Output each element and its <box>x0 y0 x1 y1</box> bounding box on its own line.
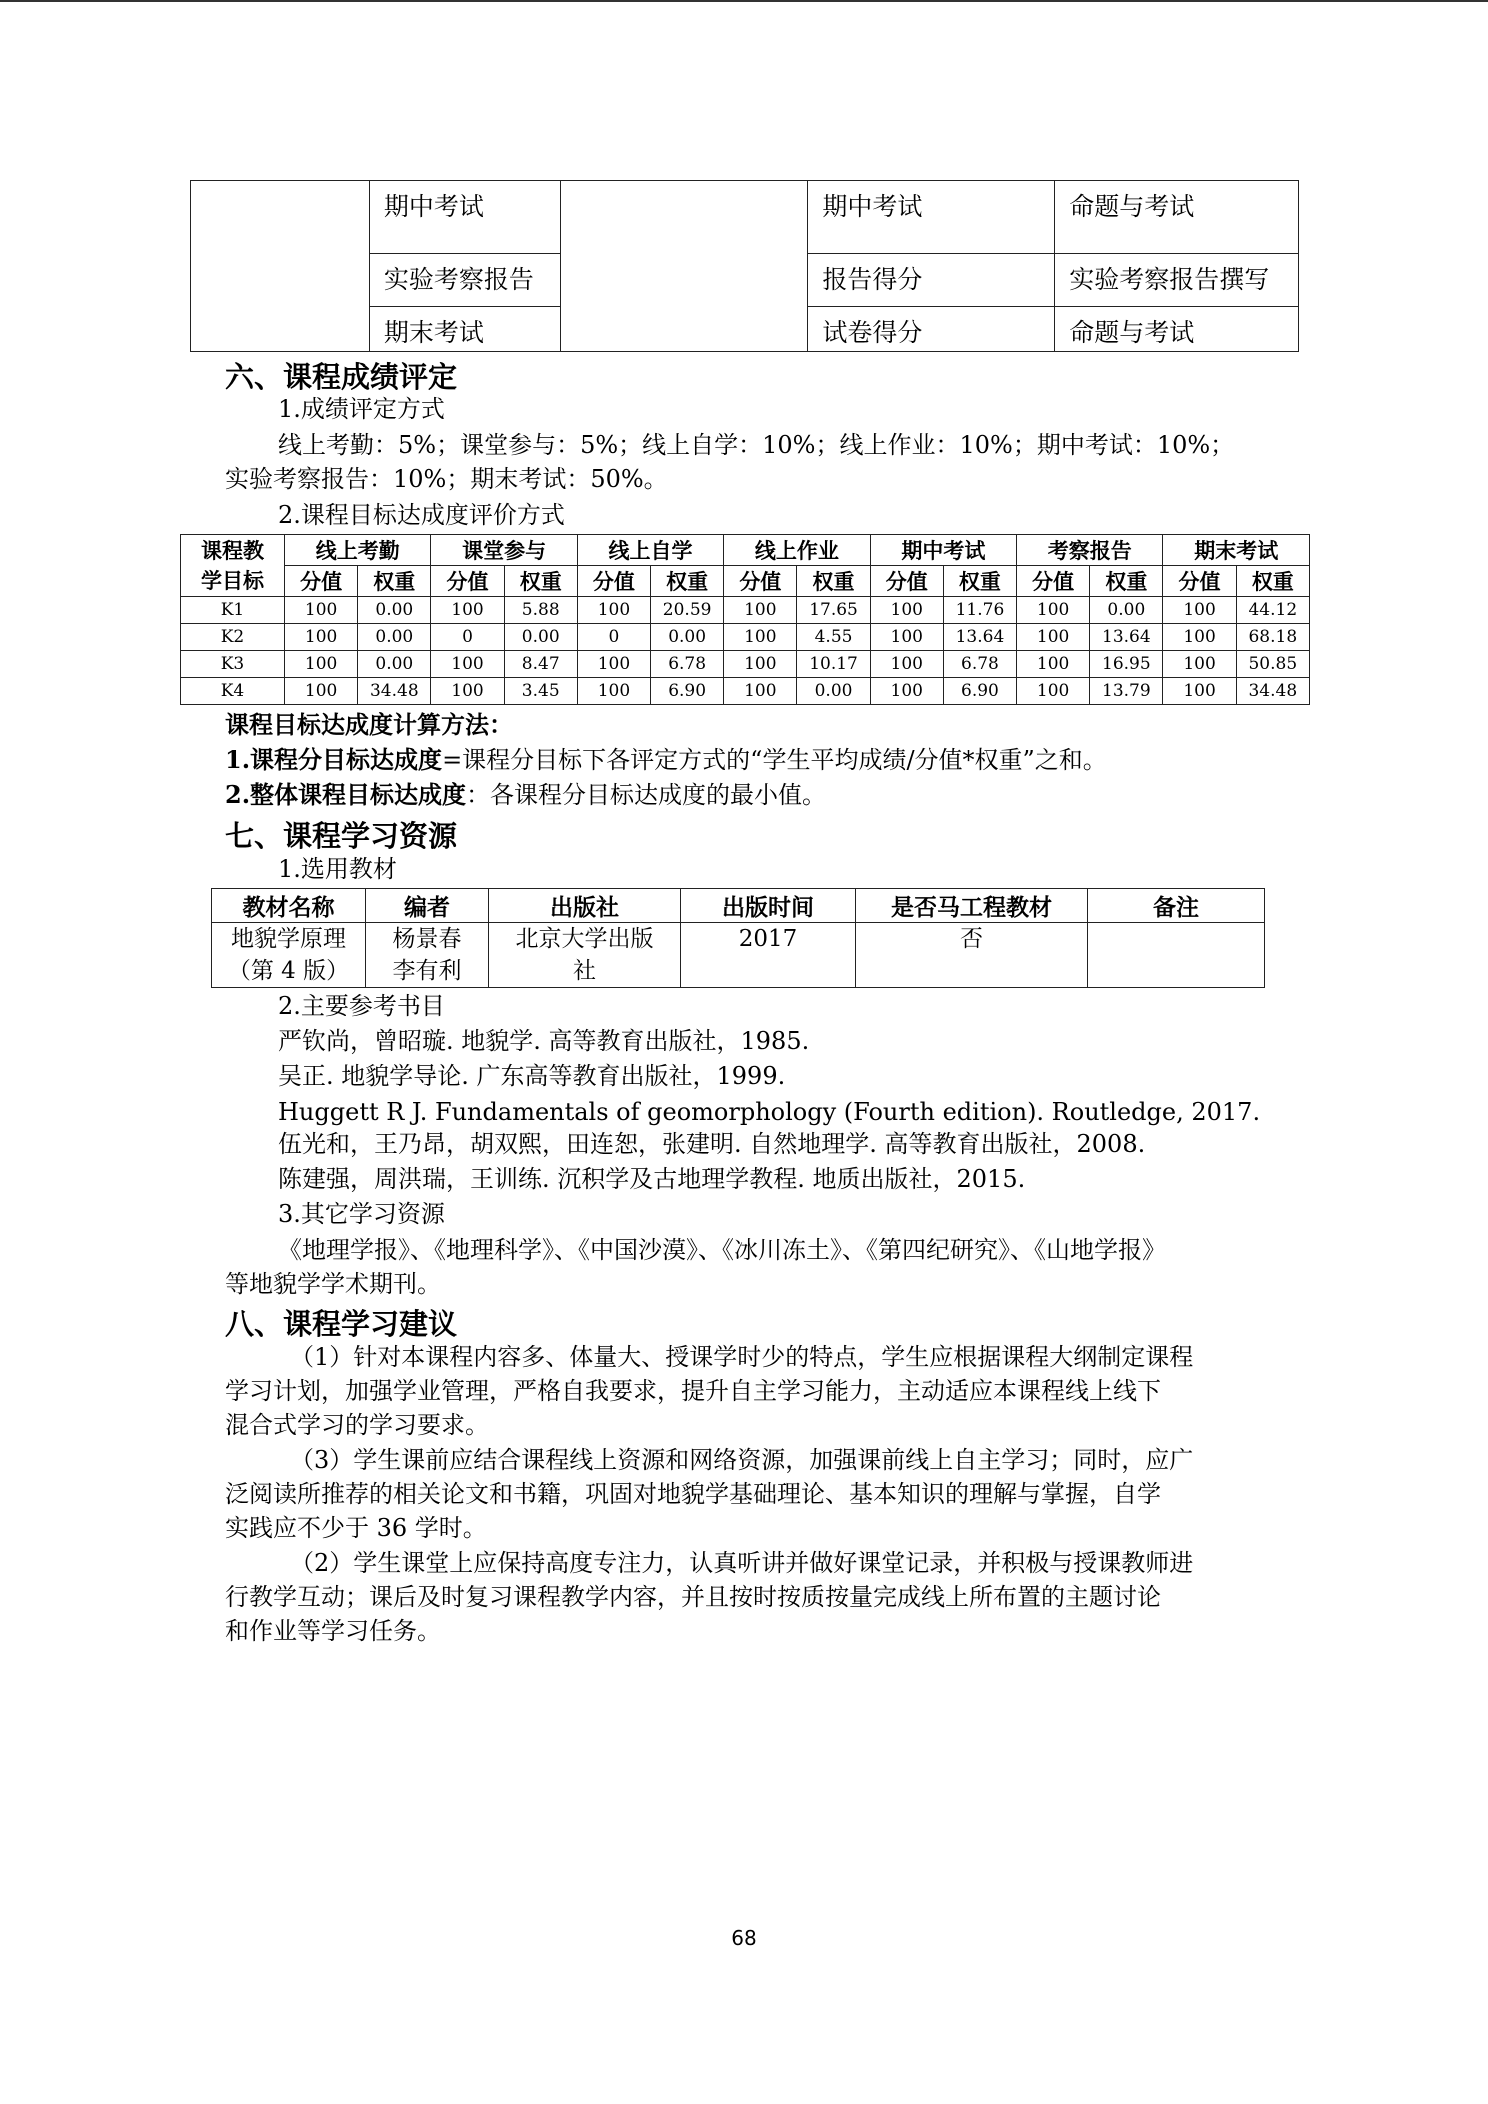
table-cell: 0.00 <box>358 651 431 678</box>
objective-evaluation-table <box>180 534 1310 705</box>
table-row <box>181 624 1310 651</box>
corner-header-line1: 课程教 <box>201 537 264 563</box>
table-row <box>212 923 1265 988</box>
table-cell: 13.64 <box>1090 624 1163 651</box>
advice-paragraph-2: 泛阅读所推荐的相关论文和书籍，巩固对地貌学基础理论、基本知识的理解与掌握，自学 <box>225 1480 1161 1508</box>
calc-method-2-text: ：各课程分目标达成度的最小值。 <box>466 781 827 809</box>
sub-header: 权重 <box>797 566 870 597</box>
sub-header: 权重 <box>1090 566 1163 597</box>
table-cell: 命题与考试 <box>1055 307 1299 352</box>
textbook-header: 教材名称 <box>212 889 366 923</box>
table-cell: 100 <box>285 651 358 678</box>
table-cell: 13.64 <box>943 624 1016 651</box>
table-cell: 100 <box>577 597 650 624</box>
table-cell: 10.17 <box>797 651 870 678</box>
assessment-continuation-table <box>190 180 1299 352</box>
table-cell: 100 <box>724 597 797 624</box>
corner-header-line2: 学目标 <box>201 567 264 593</box>
table-cell: 100 <box>1163 651 1236 678</box>
table-row <box>181 651 1310 678</box>
table-cell: 68.18 <box>1236 624 1309 651</box>
other-resources-line-1: 《地理学报》、《地理科学》、《中国沙漠》、《冰川冻土》、《第四纪研究》、《山地学报》 <box>278 1236 1166 1264</box>
table-cell: 0.00 <box>358 597 431 624</box>
table-cell: 100 <box>1163 597 1236 624</box>
grading-line-2: 实验考察报告：10%；期末考试：50%。 <box>225 465 668 493</box>
objective-label: K1 <box>181 597 285 624</box>
sub-header: 分值 <box>431 566 504 597</box>
table-cell: 6.90 <box>651 678 724 705</box>
table-cell: 0.00 <box>651 624 724 651</box>
sub-header: 权重 <box>504 566 577 597</box>
table-cell: 17.65 <box>797 597 870 624</box>
table-cell: 实验考察报告撰写 <box>1055 254 1299 307</box>
calc-method-1-term: 1.课程分目标达成度 <box>225 745 443 774</box>
sub-header: 分值 <box>724 566 797 597</box>
table-cell: 44.12 <box>1236 597 1309 624</box>
textbook-mage: 否 <box>856 923 1088 988</box>
table-cell <box>191 181 370 352</box>
table-cell: 100 <box>870 624 943 651</box>
table-cell: 100 <box>724 678 797 705</box>
table-cell: 16.95 <box>1090 651 1163 678</box>
page-number: 68 <box>731 1926 757 1950</box>
table-cell: 100 <box>870 678 943 705</box>
section-7-sub3: 3.其它学习资源 <box>278 1200 445 1228</box>
table-cell: 0 <box>431 624 504 651</box>
sub-header: 权重 <box>358 566 431 597</box>
table-cell: 100 <box>870 651 943 678</box>
table-cell: 6.78 <box>943 651 1016 678</box>
table-cell: 3.45 <box>504 678 577 705</box>
calc-method-title: 课程目标达成度计算方法： <box>225 710 513 739</box>
table-cell: 试卷得分 <box>808 307 1055 352</box>
table-cell: 34.48 <box>1236 678 1309 705</box>
table-row <box>181 597 1310 624</box>
textbook-year: 2017 <box>681 923 856 988</box>
table-cell: 实验考察报告 <box>369 254 560 307</box>
page-top-border <box>0 0 1488 2</box>
advice-paragraph-3: （2）学生课堂上应保持高度专注力，认真听讲并做好课堂记录，并积极与授课教师进 <box>290 1549 1194 1577</box>
table-cell: 100 <box>431 597 504 624</box>
other-resources-line-2: 等地貌学学术期刊。 <box>225 1270 441 1298</box>
table-cell: 命题与考试 <box>1055 181 1299 254</box>
sub-header: 分值 <box>577 566 650 597</box>
table-cell: 8.47 <box>504 651 577 678</box>
textbook-editor: 李有利 <box>392 958 462 984</box>
group-header: 线上考勤 <box>285 535 431 566</box>
calc-method-2 <box>225 777 826 813</box>
table-cell: 50.85 <box>1236 651 1309 678</box>
table-cell: 100 <box>577 651 650 678</box>
reference-item: Huggett R J. Fundamentals of geomorphology (Fourth edition). Routledge, 2017. <box>278 1098 1261 1126</box>
table-cell: 6.78 <box>651 651 724 678</box>
table-cell: 13.79 <box>1090 678 1163 705</box>
section-7-sub2: 2.主要参考书目 <box>278 992 445 1020</box>
table-cell: 100 <box>1017 651 1090 678</box>
sub-header: 权重 <box>943 566 1016 597</box>
table-cell: 0.00 <box>1090 597 1163 624</box>
textbook-publisher: 北京大学出版 <box>515 926 654 952</box>
table-cell: 100 <box>1017 597 1090 624</box>
table-cell: 20.59 <box>651 597 724 624</box>
table-cell: 100 <box>285 678 358 705</box>
reference-item: 吴正. 地貌学导论. 广东高等教育出版社，1999. <box>278 1062 786 1090</box>
section-7-heading: 七、课程学习资源 <box>225 819 458 853</box>
table-cell: 100 <box>1163 678 1236 705</box>
group-header: 期末考试 <box>1163 535 1310 566</box>
advice-paragraph-1: 混合式学习的学习要求。 <box>225 1411 489 1439</box>
grading-line-1: 线上考勤：5%；课堂参与：5%；线上自学：10%；线上作业：10%；期中考试：10%； <box>278 431 1235 459</box>
textbook-header: 出版社 <box>489 889 681 923</box>
table-cell: 5.88 <box>504 597 577 624</box>
section-8-heading: 八、课程学习建议 <box>225 1307 458 1341</box>
table-cell: 100 <box>577 678 650 705</box>
textbook-publisher-cell <box>489 923 681 988</box>
advice-paragraph-1: （1）针对本课程内容多、体量大、授课学时少的特点，学生应根据课程大纲制定课程 <box>290 1343 1194 1371</box>
table-cell: 100 <box>431 651 504 678</box>
textbook-note <box>1088 923 1265 988</box>
sub-header: 分值 <box>285 566 358 597</box>
table-cell: 4.55 <box>797 624 870 651</box>
sub-header: 权重 <box>1236 566 1309 597</box>
table-cell: 100 <box>1017 624 1090 651</box>
table-row <box>181 678 1310 705</box>
group-header: 期中考试 <box>870 535 1016 566</box>
textbook-header: 备注 <box>1088 889 1265 923</box>
textbook-header: 编者 <box>366 889 489 923</box>
objective-label: K4 <box>181 678 285 705</box>
calc-method-1 <box>225 742 1107 778</box>
reference-item: 伍光和，王乃昂，胡双熙，田连恕，张建明. 自然地理学. 高等教育出版社，2008. <box>278 1130 1146 1158</box>
textbook-name: 地貌学原理 <box>231 926 346 952</box>
table-cell: 6.90 <box>943 678 1016 705</box>
reference-item: 严钦尚，曾昭璇. 地貌学. 高等教育出版社，1985. <box>278 1027 810 1055</box>
table-cell: 0.00 <box>504 624 577 651</box>
objective-label: K2 <box>181 624 285 651</box>
sub-header: 分值 <box>1017 566 1090 597</box>
group-header: 线上作业 <box>724 535 870 566</box>
textbook-header: 出版时间 <box>681 889 856 923</box>
textbook-editor-cell <box>366 923 489 988</box>
objective-label: K3 <box>181 651 285 678</box>
table-cell: 0.00 <box>358 624 431 651</box>
textbook-publisher: 社 <box>573 958 596 984</box>
table-cell <box>560 181 808 352</box>
section-6-heading: 六、课程成绩评定 <box>225 360 458 394</box>
corner-header <box>181 535 285 597</box>
textbook-name-cell <box>212 923 366 988</box>
table-cell: 100 <box>724 651 797 678</box>
table-cell: 100 <box>1017 678 1090 705</box>
table-cell: 期末考试 <box>369 307 560 352</box>
textbook-edition: （第 4 版） <box>227 958 350 984</box>
textbook-header: 是否马工程教材 <box>856 889 1088 923</box>
calc-method-1-text: =课程分目标下各评定方式的“学生平均成绩/分值*权重”之和。 <box>442 746 1107 774</box>
sub-header: 权重 <box>651 566 724 597</box>
section-6-sub2: 2.课程目标达成度评价方式 <box>278 501 565 529</box>
textbook-table <box>211 888 1265 988</box>
section-6-sub1: 1.成绩评定方式 <box>278 395 445 423</box>
advice-paragraph-3: 和作业等学习任务。 <box>225 1617 441 1645</box>
table-cell: 100 <box>724 624 797 651</box>
table-cell: 100 <box>431 678 504 705</box>
table-cell: 100 <box>285 597 358 624</box>
table-cell: 0.00 <box>797 678 870 705</box>
section-7-sub1: 1.选用教材 <box>278 855 397 883</box>
table-cell: 34.48 <box>358 678 431 705</box>
advice-paragraph-1: 学习计划，加强学业管理，严格自我要求，提升自主学习能力，主动适应本课程线上线下 <box>225 1377 1161 1405</box>
advice-paragraph-2: 实践应不少于 36 学时。 <box>225 1514 487 1542</box>
calc-method-2-term: 2.整体课程目标达成度 <box>225 780 467 809</box>
table-cell: 100 <box>285 624 358 651</box>
table-cell: 期中考试 <box>369 181 560 254</box>
sub-header: 分值 <box>870 566 943 597</box>
advice-paragraph-3: 行教学互动；课后及时复习课程教学内容，并且按时按质按量完成线上所布置的主题讨论 <box>225 1583 1161 1611</box>
textbook-editor: 杨景春 <box>392 926 462 952</box>
table-cell: 报告得分 <box>808 254 1055 307</box>
group-header: 线上自学 <box>577 535 723 566</box>
table-cell: 100 <box>1163 624 1236 651</box>
group-header: 课堂参与 <box>431 535 577 566</box>
group-header: 考察报告 <box>1017 535 1163 566</box>
evaluation-rows <box>181 597 1310 705</box>
advice-paragraph-2: （3）学生课前应结合课程线上资源和网络资源，加强课前线上自主学习；同时，应广 <box>290 1446 1194 1474</box>
sub-header: 分值 <box>1163 566 1236 597</box>
table-cell: 期中考试 <box>808 181 1055 254</box>
table-cell: 0 <box>577 624 650 651</box>
table-cell: 11.76 <box>943 597 1016 624</box>
table-cell: 100 <box>870 597 943 624</box>
reference-item: 陈建强，周洪瑞，王训练. 沉积学及古地理学教程. 地质出版社，2015. <box>278 1165 1026 1193</box>
